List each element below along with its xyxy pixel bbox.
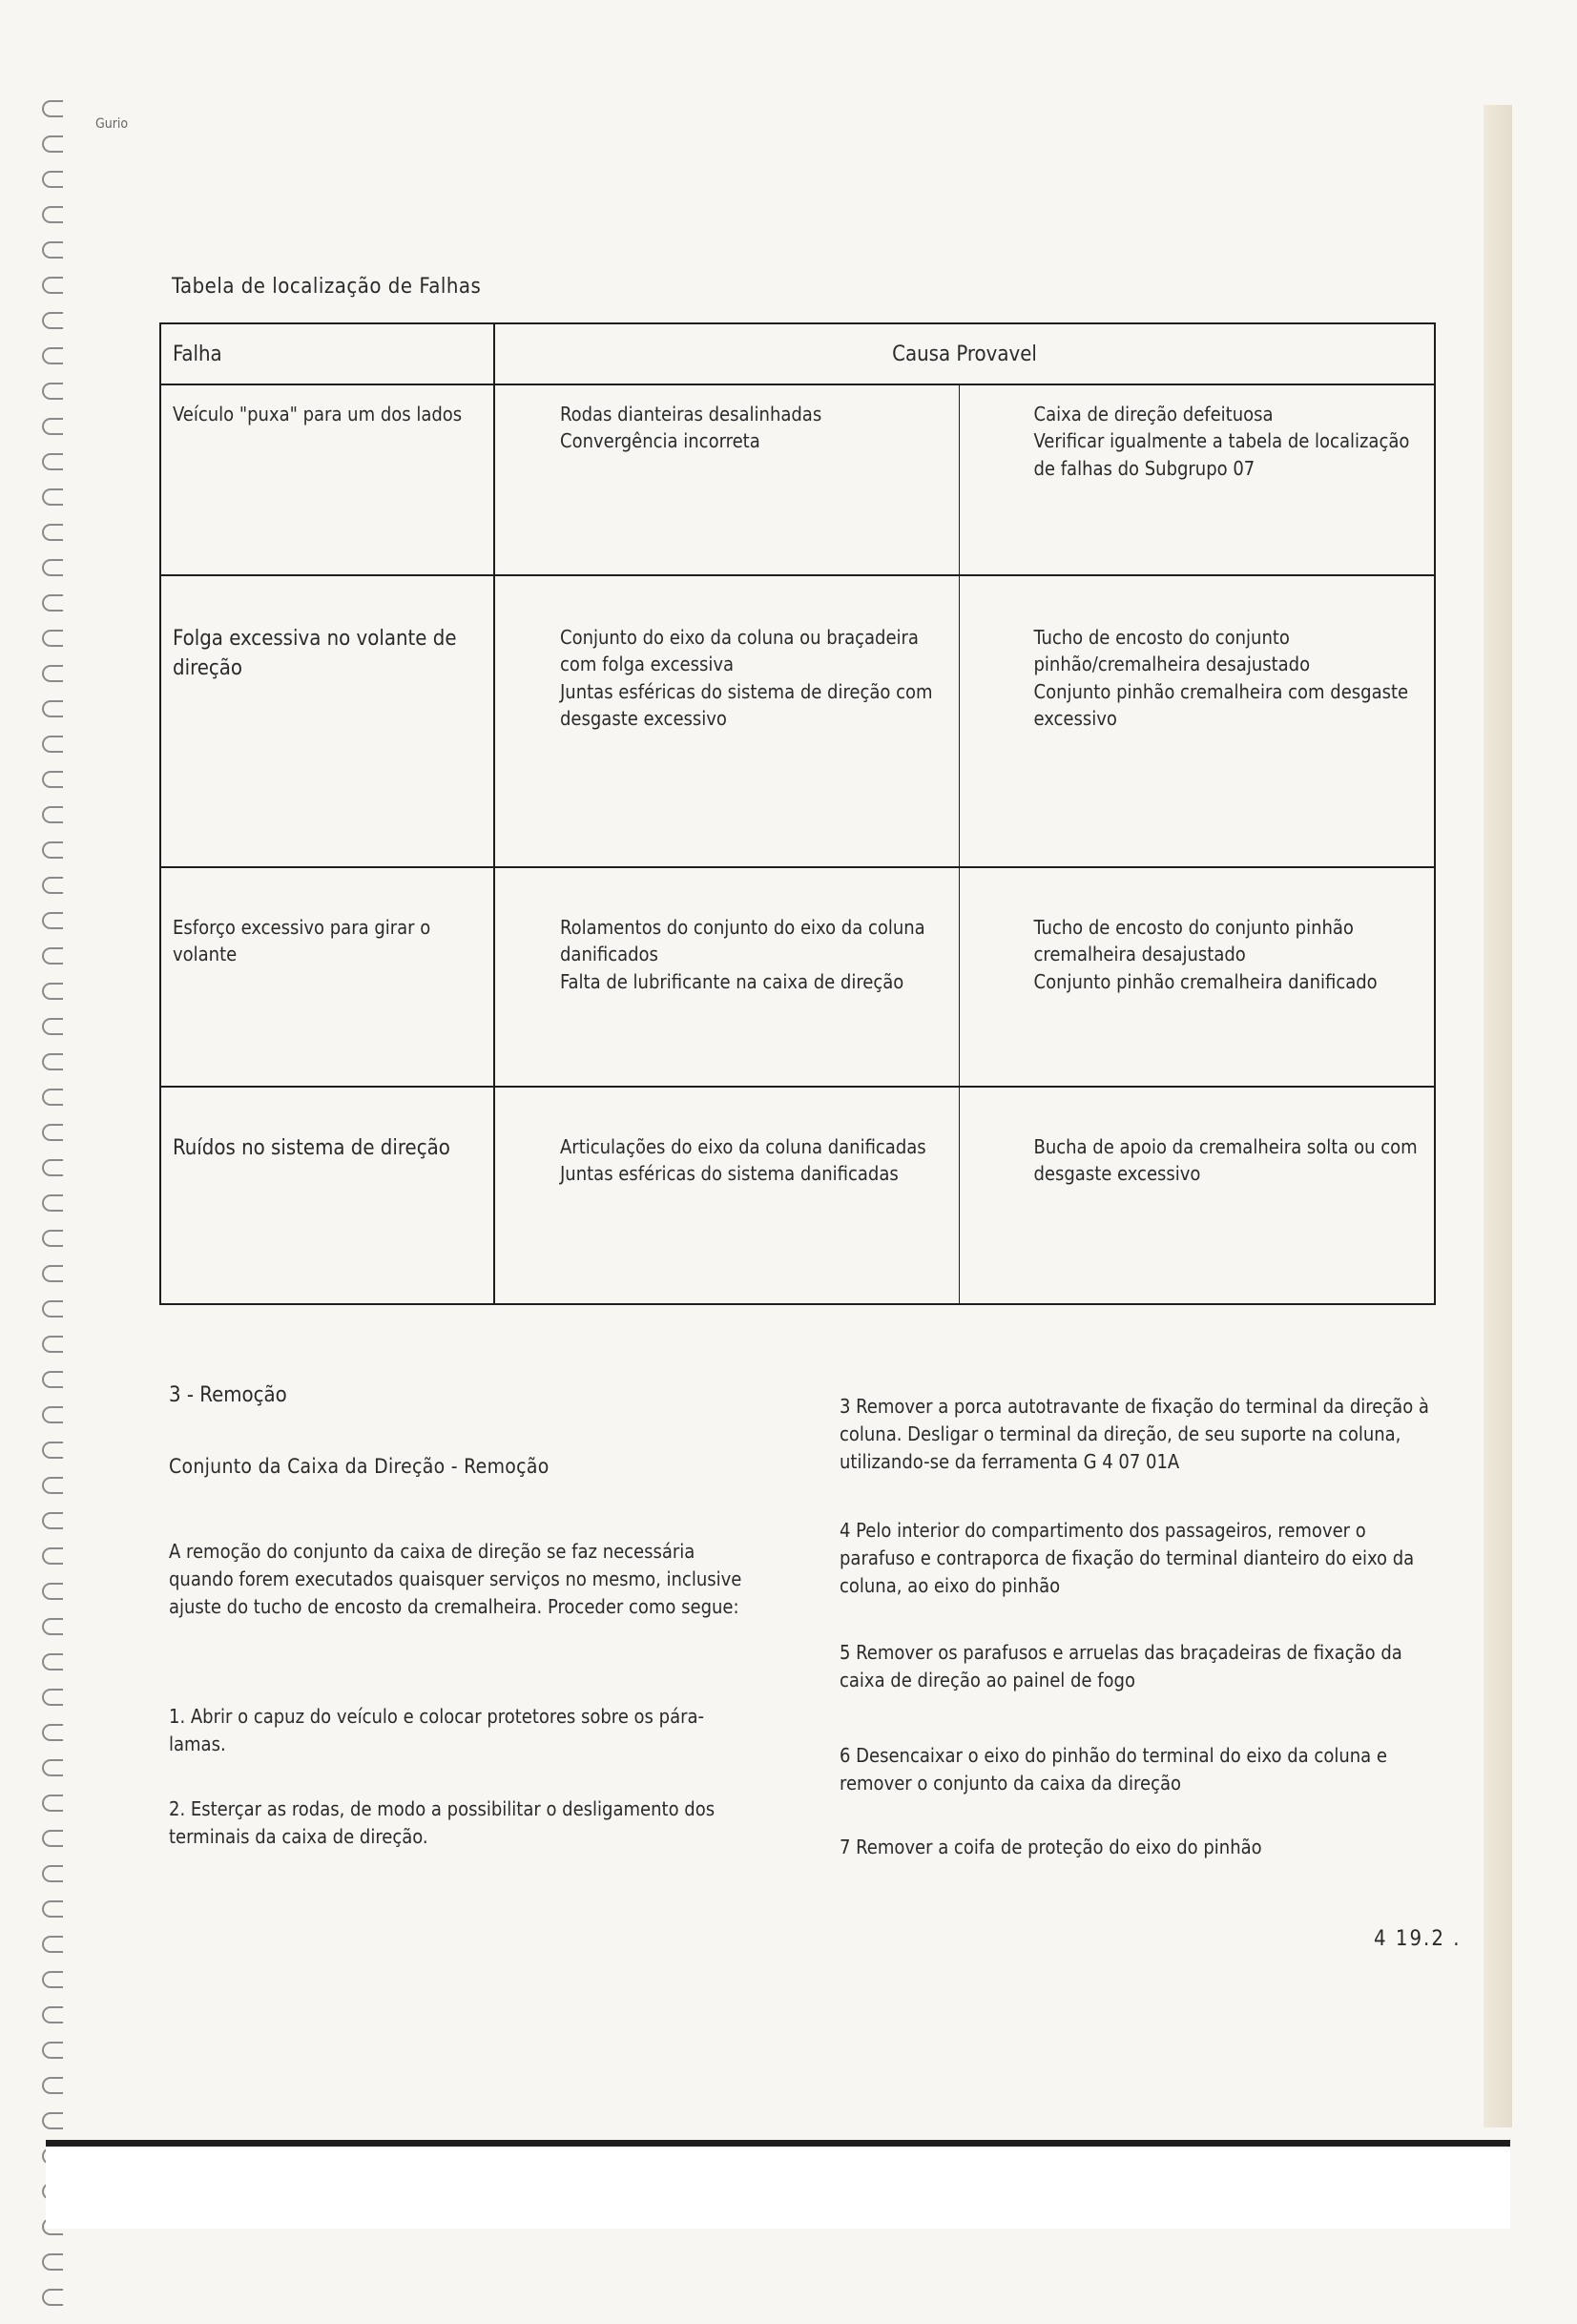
page-number: 4 19.2 . xyxy=(1374,1927,1462,1951)
header-fault: Falha xyxy=(160,323,494,384)
step-3: 3 Remover a porca autotravante de fixação do terminal da direção à coluna. Desligar o terminal da direção, de seu suporte na coluna, utilizando-se da ferramenta G 4 07 01A xyxy=(840,1395,1429,1473)
cause-cell: Conjunto do eixo da coluna ou braçadeira com folga excessiva Juntas esféricas do sistema de direção com desgaste excessivo xyxy=(494,575,959,867)
step-2: 2. Esterçar as rodas, de modo a possibilitar o desligamento dos terminais da caixa de direção. xyxy=(169,1797,716,1848)
cause-cell: Tucho de encosto do conjunto pinhão cremalheira desajustado Conjunto pinhão cremalheira danificado xyxy=(959,867,1435,1087)
intro-paragraph: A remoção do conjunto da caixa de direção se faz necessária quando forem executados quaisquer serviços no mesmo, inclusive ajuste do tucho de encosto da cremalheira. Proceder como segue: xyxy=(169,1540,742,1618)
header-cause: Causa Provavel xyxy=(494,323,1435,384)
step-1: 1. Abrir o capuz do veículo e colocar protetores sobre os pára-lamas. xyxy=(169,1705,705,1755)
header-mark: Gurio xyxy=(95,116,129,132)
binder-holes xyxy=(42,100,71,2324)
scan-border xyxy=(46,2140,1510,2147)
table-row xyxy=(160,867,1435,1087)
table-row xyxy=(160,1087,1435,1304)
subsection-title: Conjunto da Caixa da Direção - Remoção xyxy=(169,1455,550,1478)
fault-cell: Esforço excessivo para girar o volante xyxy=(160,867,494,1087)
cause-cell: Bucha de apoio da cremalheira solta ou com desgaste excessivo xyxy=(959,1087,1435,1304)
cause-cell: Rodas dianteiras desalinhadas Convergência incorreta xyxy=(494,384,959,575)
step-6: 6 Desencaixar o eixo do pinhão do terminal do eixo da coluna e remover o conjunto da caixa da direção xyxy=(840,1744,1387,1795)
cause-cell: Tucho de encosto do conjunto pinhão/cremalheira desajustado Conjunto pinhão cremalheira com desgaste excessivo xyxy=(959,575,1435,867)
table-title: Tabela de localização de Falhas xyxy=(172,275,482,299)
paper-edge xyxy=(1484,105,1512,2127)
cause-cell: Caixa de direção defeituosa Verificar igualmente a tabela de localização de falhas do Subgrupo 07 xyxy=(959,384,1435,575)
scan-margin xyxy=(46,2147,1510,2229)
table-header-row xyxy=(160,323,1435,384)
table-row xyxy=(160,575,1435,867)
section-title: 3 - Remoção xyxy=(169,1383,287,1407)
step-7: 7 Remover a coifa de proteção do eixo do pinhão xyxy=(840,1836,1262,1858)
step-5: 5 Remover os parafusos e arruelas das braçadeiras de fixação da caixa de direção ao painel de fogo xyxy=(840,1641,1402,1691)
table-row xyxy=(160,384,1435,575)
fault-cell: Folga excessiva no volante de direção xyxy=(160,575,494,867)
fault-cell: Ruídos no sistema de direção xyxy=(160,1087,494,1304)
cause-cell: Rolamentos do conjunto do eixo da coluna danificados Falta de lubrificante na caixa de direção xyxy=(494,867,959,1087)
fault-cell: Veículo "puxa" para um dos lados xyxy=(160,384,494,575)
cause-cell: Articulações do eixo da coluna danificadas Juntas esféricas do sistema danificadas xyxy=(494,1087,959,1304)
fault-table xyxy=(159,322,1436,1305)
step-4: 4 Pelo interior do compartimento dos passageiros, remover o parafuso e contraporca de fixação do terminal dianteiro do eixo da coluna, ao eixo do pinhão xyxy=(840,1519,1415,1597)
